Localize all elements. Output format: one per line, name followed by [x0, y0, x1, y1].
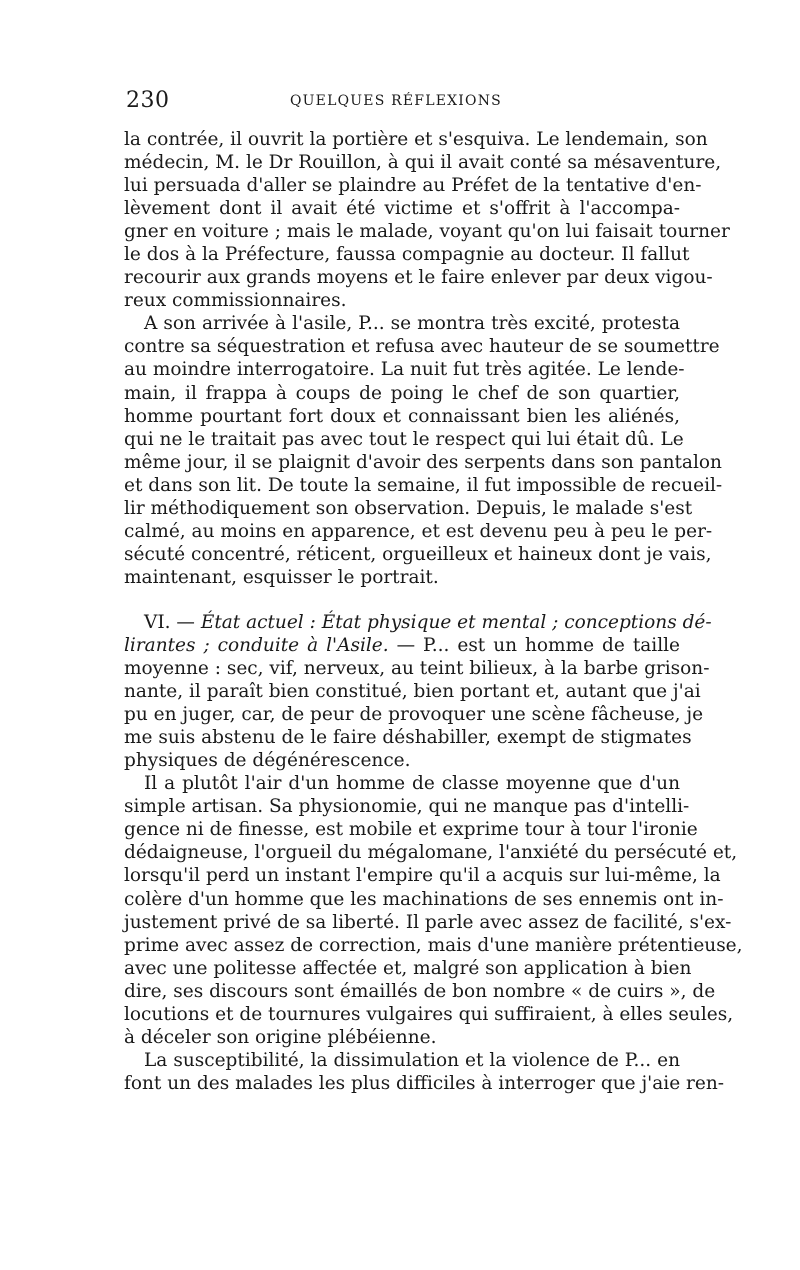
page-number: 230 [126, 88, 170, 113]
text-line: pu en juger, car, de peur de provoquer une scène fâcheuse, je [124, 704, 704, 726]
text-line: gner en voiture ; mais le malade, voyant qu'on lui faisait tourner [124, 221, 730, 243]
text-line: Il a plutôt l'air d'un homme de classe moyenne que d'un [144, 773, 680, 795]
section-numeral: VI. — [144, 611, 201, 633]
text-line: le dos à la Préfecture, faussa compagnie au docteur. Il fallut [124, 244, 690, 266]
text-line: au moindre interrogatoire. La nuit fut très agitée. Le lende- [124, 359, 685, 381]
text-line: main, il frappa à coups de poing le chef de son quartier, [124, 382, 680, 404]
text-line: physiques de dégénérescence. [124, 750, 411, 772]
text-line: nante, il paraît bien constitué, bien portant et, autant que j'ai [124, 681, 701, 703]
text-line: et dans son lit. De toute la semaine, il fut impossible de recueil- [124, 474, 723, 496]
section-heading-line [124, 611, 712, 634]
text-line: la contrée, il ouvrit la portière et s'esquiva. Le lendemain, son [124, 129, 708, 150]
text-line: lorsqu'il perd un instant l'empire qu'il a acquis sur lui-même, la [124, 865, 721, 887]
section-title: État actuel : État physique et mental ; conceptions dé- [200, 611, 712, 633]
text-line: A son arrivée à l'asile, P... se montra très excité, protesta [144, 313, 680, 335]
page-header [126, 88, 678, 118]
text-line: reux commissionnaires. [124, 290, 347, 312]
text-line: font un des malades les plus difficiles à interroger que j'aie ren- [124, 1072, 725, 1094]
text-line: lui persuada d'aller se plaindre au Préfet de la tentative d'en- [124, 175, 702, 197]
body-text [124, 128, 743, 1095]
text-line: même jour, il se plaignit d'avoir des serpents dans son pantalon [124, 451, 722, 473]
text-line: moyenne : sec, vif, nerveux, au teint bilieux, à la barbe grison- [124, 658, 710, 680]
section-gap [124, 589, 680, 611]
text-line: gence ni de finesse, est mobile et exprime tour à tour l'ironie [124, 819, 698, 841]
text-line: dire, ses discours sont émaillés de bon nombre « de cuirs », de [124, 980, 716, 1002]
text-line: locutions et de tournures vulgaires qui suffiraient, à elles seules, [124, 1003, 734, 1025]
section-heading-line [124, 634, 680, 657]
text-line: lèvement dont il avait été victime et s'offrit à l'accompa- [124, 198, 680, 220]
text-line: médecin, M. le Dr Rouillon, à qui il avait conté sa mésaventure, [124, 152, 722, 174]
text-line: maintenant, esquisser le portrait. [124, 566, 439, 588]
running-title: QUELQUES RÉFLEXIONS [290, 93, 502, 109]
text-line: contre sa séquestration et refusa avec hauteur de se soumettre [124, 336, 720, 358]
text-line: colère d'un homme que les machinations de ses ennemis ont in- [124, 888, 724, 910]
text-line: qui ne le traitait pas avec tout le respect qui lui était dû. Le [124, 428, 684, 450]
text-line: prime avec assez de correction, mais d'une manière prétentieuse, [124, 934, 743, 956]
text-line: sécuté concentré, réticent, orgueilleux et haineux dont je vais, [124, 543, 712, 565]
text-line: La susceptibilité, la dissimulation et la violence de P... en [144, 1049, 680, 1071]
text-line: calmé, au moins en apparence, et est devenu peu à peu le per- [124, 520, 713, 542]
text-line: avec une politesse affectée et, malgré son application à bien [124, 957, 692, 979]
text-line: me suis abstenu de le faire déshabiller, exempt de stigmates [124, 727, 692, 749]
text-line: homme pourtant fort doux et connaissant bien les aliénés, [124, 405, 680, 427]
text-line: simple artisan. Sa physionomie, qui ne manque pas d'intelli- [124, 796, 690, 818]
text-line: recourir aux grands moyens et le faire enlever par deux vigou- [124, 267, 713, 289]
text-line: dédaigneuse, l'orgueil du mégalomane, l'anxiété du persécuté et, [124, 842, 738, 864]
text-fragment: — P... est un homme de taille [388, 634, 680, 656]
text-line: lir méthodiquement son observation. Depuis, le malade s'est [124, 497, 693, 519]
text-line: justement privé de sa liberté. Il parle avec assez de facilité, s'ex- [124, 911, 732, 933]
text-line: à déceler son origine plébéienne. [124, 1026, 437, 1048]
section-title-cont: lirantes ; conduite à l'Asile. [124, 634, 389, 656]
